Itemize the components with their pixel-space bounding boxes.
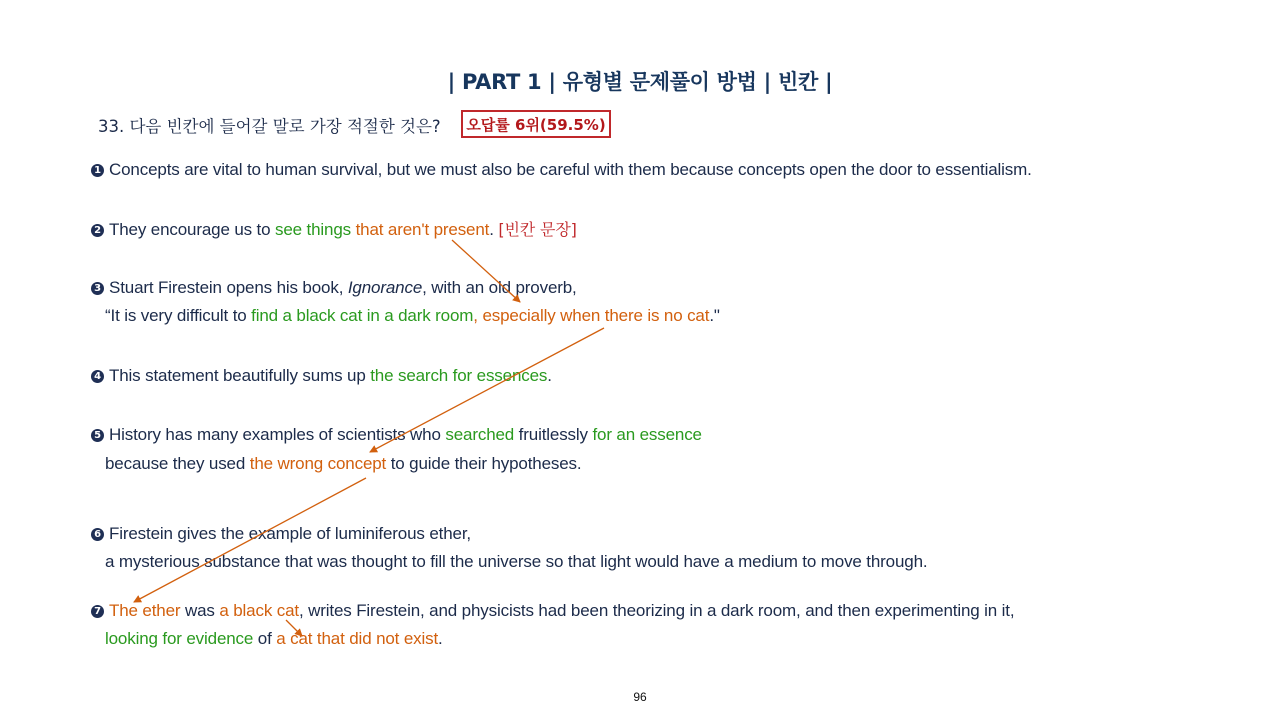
arrow-5-to-7 — [134, 478, 366, 602]
sentence-number-2: 2 — [91, 224, 104, 237]
blank-sentence-tag: [빈칸 문장] — [498, 220, 577, 239]
sentence-3-l1c: , with an old proverb, — [422, 278, 577, 297]
sentence-number-5: 5 — [91, 429, 104, 442]
page-title: | PART 1 | 유형별 문제풀이 방법 | 빈칸 | — [447, 70, 833, 94]
sentence-number-4: 4 — [91, 370, 104, 383]
sentence-number-6: 6 — [91, 528, 104, 541]
sentence-2-part-d: . — [489, 220, 499, 239]
sentence-7-l1d: , writes Firestein, and physicists had been theorizing in a dark room, and then experimenting in it, — [298, 601, 1015, 620]
sentence-5-l1a: History has many examples of scientists who — [109, 425, 446, 444]
sentence-3-l2a: “It is very difficult to — [105, 306, 252, 325]
sentence-7-l1b: was — [180, 601, 220, 620]
sentence-number-3: 3 — [91, 282, 104, 295]
sentence-6-l1: Firestein gives the example of luminiferous ether, — [109, 524, 471, 543]
sentence-4-a: This statement beautifully sums up — [109, 366, 371, 385]
sentence-2-orange-phrase: that aren't present — [351, 220, 490, 239]
question-text: 33. 다음 빈칸에 들어갈 말로 가장 적절한 것은? — [98, 117, 441, 136]
sentence-7-l2d: . — [438, 629, 443, 648]
sentence-4-c: . — [547, 366, 552, 385]
sentence-3-l1a: Stuart Firestein opens his book, — [109, 278, 348, 297]
sentence-5-l2a: because they used — [105, 454, 250, 473]
arrow-2-to-3 — [452, 240, 520, 302]
sentence-3-green-phrase: find a black cat in a dark room — [251, 306, 474, 325]
sentence-7-the-ether: The ether — [109, 601, 181, 620]
sentence-5-l2c: to guide their hypotheses. — [386, 454, 582, 473]
sentence-7-black-cat: a black cat — [219, 601, 299, 620]
sentence-2-green-phrase: see things — [275, 220, 352, 239]
sentence-5-orange-phrase: the wrong concept — [249, 454, 387, 473]
page-number: 96 — [633, 690, 647, 704]
sentence-number-7: 7 — [91, 605, 104, 618]
sentence-7-green-phrase: looking for evidence — [105, 629, 254, 648]
error-rate-badge: 오답률 6위(59.5%) — [461, 110, 611, 138]
sentence-2-part-a: They encourage us to — [109, 220, 276, 239]
sentence-4-green-phrase: the search for essences — [370, 366, 548, 385]
sentence-3-l2d: ." — [709, 306, 720, 325]
sentence-6-l2: a mysterious substance that was thought to fill the universe so that light would have a medium to move through. — [105, 552, 928, 571]
sentence-7-orange-phrase: a cat that did not exist — [276, 629, 439, 648]
sentence-5-green-searched: searched — [445, 425, 515, 444]
sentence-5-green-essence: for an essence — [592, 425, 702, 444]
arrow-7-cat — [286, 620, 302, 636]
sentence-number-1: 1 — [91, 164, 104, 177]
sentence-3-orange-phrase: , especially when there is no cat — [473, 306, 710, 325]
sentence-1-text: Concepts are vital to human survival, but we must also be careful with them because concepts open the door to essentialism. — [109, 160, 1032, 179]
arrow-3-to-5 — [370, 328, 604, 452]
sentence-5-l1c: fruitlessly — [514, 425, 593, 444]
sentence-7-l2b: of — [253, 629, 277, 648]
book-title: Ignorance — [347, 278, 423, 297]
